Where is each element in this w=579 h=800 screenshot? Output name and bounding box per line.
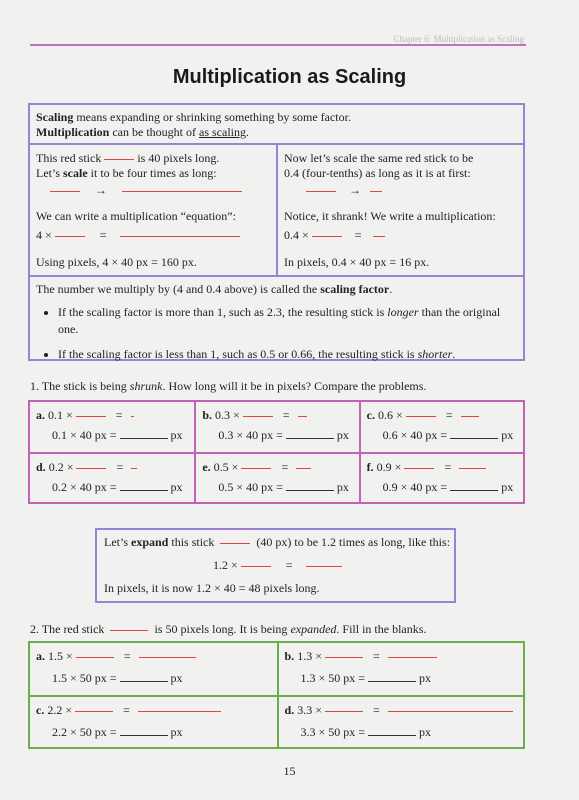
left-text-2c: it to be four times as long: bbox=[87, 166, 217, 180]
left-equation-intro: We can write a multiplication “equation”: bbox=[36, 209, 236, 223]
answer-blank[interactable] bbox=[120, 735, 168, 736]
red-stick-result bbox=[138, 711, 222, 713]
question-equation bbox=[285, 703, 514, 718]
equals-sign: = bbox=[123, 703, 130, 717]
expand-equation bbox=[213, 558, 342, 573]
question-equation bbox=[36, 703, 221, 718]
pixel-expression: 0.3 × 40 px = bbox=[218, 428, 283, 442]
q2-prompt-a: 2. The red stick bbox=[30, 622, 105, 636]
pixel-expression: 0.1 × 40 px = bbox=[52, 428, 117, 442]
q2-grid bbox=[28, 641, 525, 749]
pixel-expression: 0.2 × 40 px = bbox=[52, 480, 117, 494]
left-line-2 bbox=[36, 166, 217, 181]
q1-grid bbox=[28, 400, 525, 504]
question-pixel-line bbox=[301, 725, 432, 740]
unit-label: px bbox=[170, 725, 183, 739]
answer-blank[interactable] bbox=[286, 490, 334, 491]
pixel-expression: 1.3 × 50 px = bbox=[300, 671, 366, 685]
question-cell bbox=[277, 695, 524, 747]
answer-blank[interactable] bbox=[120, 490, 168, 491]
question-factor: 0.3 × bbox=[215, 408, 240, 422]
right-line-2: 0.4 (four-tenths) as long as it is at first: bbox=[284, 166, 471, 180]
red-stick-original-right bbox=[306, 191, 336, 193]
scaling-factor-box bbox=[28, 275, 525, 361]
question-factor: 0.2 × bbox=[48, 460, 74, 474]
expand-text-a: Let’s bbox=[104, 535, 131, 549]
red-stick-eq-result-right bbox=[373, 236, 385, 238]
examples-box bbox=[28, 143, 525, 277]
q1-prompt-c: . How long will it be in pixels? Compare the problems. bbox=[162, 379, 427, 393]
unit-label: px bbox=[336, 480, 349, 494]
question-pixel-line bbox=[52, 428, 183, 443]
question-equation bbox=[367, 460, 487, 475]
intro-line-2 bbox=[36, 125, 249, 140]
question-cell bbox=[30, 402, 194, 452]
expand-line-1 bbox=[104, 535, 450, 550]
expand-eq-factor: 1.2 × bbox=[213, 558, 238, 572]
red-stick bbox=[241, 468, 271, 470]
term-scale: scale bbox=[63, 166, 88, 180]
answer-blank[interactable] bbox=[120, 681, 168, 682]
factor-text-c: . bbox=[389, 282, 393, 296]
red-stick-original bbox=[50, 191, 80, 193]
red-stick bbox=[76, 416, 106, 418]
right-eq-equals: = bbox=[354, 228, 362, 242]
unit-label: px bbox=[419, 725, 432, 739]
question-factor: 0.1 × bbox=[48, 408, 73, 422]
question-pixel-line bbox=[52, 480, 183, 495]
question-cell bbox=[30, 695, 277, 747]
question-pixel-line bbox=[218, 428, 349, 443]
q2-prompt-b: is 50 pixels long. It is being bbox=[154, 622, 291, 636]
right-stick-row bbox=[306, 183, 382, 198]
red-stick-result bbox=[296, 468, 311, 470]
equals-sign: = bbox=[372, 649, 380, 663]
question-cell bbox=[359, 452, 523, 502]
question-equation bbox=[367, 408, 479, 423]
red-stick-40px bbox=[220, 543, 250, 545]
question-pixel-line bbox=[383, 480, 514, 495]
question-equation bbox=[36, 460, 137, 475]
question-factor: 0.5 × bbox=[213, 460, 239, 474]
question-equation bbox=[202, 408, 306, 423]
bullet-shorter bbox=[58, 346, 512, 363]
red-stick bbox=[243, 416, 273, 418]
term-multiplication: Multiplication bbox=[36, 125, 110, 139]
question-label: a. bbox=[36, 408, 45, 422]
arrow-icon: → bbox=[349, 183, 361, 197]
question-cell bbox=[359, 402, 523, 452]
bullet-longer bbox=[58, 304, 512, 338]
equals-sign: = bbox=[115, 408, 123, 422]
unit-label: px bbox=[170, 671, 183, 685]
right-equation bbox=[284, 228, 385, 243]
term-expand: expand bbox=[131, 535, 169, 549]
question-equation bbox=[202, 460, 311, 475]
red-stick bbox=[325, 657, 363, 659]
question-label: c. bbox=[366, 408, 375, 422]
q1-prompt bbox=[30, 379, 426, 394]
term-scaling-factor: scaling factor bbox=[320, 282, 390, 296]
question-label: d. bbox=[36, 460, 46, 474]
question-label: d. bbox=[284, 703, 295, 717]
as-scaling-underline: as scaling bbox=[199, 125, 246, 139]
unit-label: px bbox=[170, 480, 183, 494]
question-factor: 1.3 × bbox=[297, 649, 322, 663]
red-stick-result bbox=[139, 657, 196, 659]
red-stick-result bbox=[131, 468, 137, 470]
red-stick-50px bbox=[110, 630, 148, 632]
question-pixel-line bbox=[52, 671, 183, 686]
left-text-1a: This red stick bbox=[36, 151, 102, 165]
page-number: 15 bbox=[283, 764, 296, 778]
expand-text-d: (40 px) to be 1.2 times as long, like this: bbox=[256, 535, 451, 549]
unit-label: px bbox=[170, 428, 183, 442]
question-label: f. bbox=[366, 460, 374, 474]
red-stick-result bbox=[461, 416, 479, 418]
equals-sign: = bbox=[281, 460, 289, 474]
unit-label: px bbox=[501, 428, 514, 442]
panel-divider bbox=[276, 145, 278, 275]
question-pixel-line bbox=[218, 480, 349, 495]
question-factor: 0.9 × bbox=[376, 460, 402, 474]
question-pixel-line bbox=[383, 428, 514, 443]
answer-blank[interactable] bbox=[450, 438, 498, 439]
word-shorter: shorter bbox=[417, 347, 453, 361]
intro-text-2: can be thought of bbox=[109, 125, 199, 139]
question-factor: 0.6 × bbox=[377, 408, 403, 422]
red-stick bbox=[406, 416, 436, 418]
red-stick bbox=[404, 468, 434, 470]
bullet1-text-c: than the original one. bbox=[58, 305, 501, 336]
right-line-1: Now let’s scale the same red stick to be bbox=[284, 151, 474, 165]
right-notice: Notice, it shrank! We write a multiplication: bbox=[284, 209, 496, 223]
red-stick bbox=[325, 711, 363, 713]
factor-text-a: The number we multiply by (4 and 0.4 above) is called the bbox=[36, 282, 321, 296]
red-stick-40px bbox=[104, 159, 134, 161]
equals-sign: = bbox=[372, 703, 380, 717]
expand-line-3: In pixels, it is now 1.2 × 40 = 48 pixels long. bbox=[104, 581, 320, 595]
unit-label: px bbox=[419, 671, 432, 685]
answer-blank[interactable] bbox=[368, 735, 416, 736]
answer-blank[interactable] bbox=[368, 681, 416, 682]
equals-sign: = bbox=[116, 460, 124, 474]
question-cell bbox=[194, 452, 358, 502]
arrow-icon: → bbox=[95, 183, 107, 197]
question-pixel-line bbox=[301, 671, 432, 686]
intro-line-1 bbox=[36, 110, 351, 125]
expand-box bbox=[95, 528, 456, 603]
intro-box bbox=[28, 103, 525, 145]
word-shrunk: shrunk bbox=[129, 379, 163, 393]
factor-line bbox=[36, 282, 392, 297]
question-cell bbox=[30, 643, 277, 695]
red-stick-eq-result bbox=[120, 236, 240, 238]
equals-sign: = bbox=[123, 649, 131, 663]
red-stick-result bbox=[459, 468, 486, 470]
question-pixel-line bbox=[52, 725, 183, 740]
red-stick-result bbox=[298, 416, 307, 418]
word-expanded: expanded bbox=[290, 622, 337, 636]
pixel-expression: 2.2 × 50 px = bbox=[52, 725, 117, 739]
left-eq-equals: = bbox=[99, 228, 107, 242]
term-scaling: Scaling bbox=[36, 110, 74, 124]
left-text-2a: Let’s bbox=[36, 166, 63, 180]
answer-blank[interactable] bbox=[120, 438, 168, 439]
question-factor: 3.3 × bbox=[297, 703, 322, 717]
question-cell bbox=[30, 452, 194, 502]
red-stick-scaled-0-4x bbox=[370, 191, 382, 193]
equals-sign: = bbox=[282, 408, 290, 422]
unit-label: px bbox=[336, 428, 349, 442]
red-stick-eq-right bbox=[312, 236, 342, 238]
question-label: e. bbox=[202, 460, 211, 474]
question-equation bbox=[36, 649, 196, 664]
answer-blank[interactable] bbox=[286, 438, 334, 439]
question-equation bbox=[285, 649, 438, 664]
q1-prompt-a: 1. The stick is being bbox=[30, 379, 130, 393]
red-stick bbox=[76, 468, 106, 470]
question-label: c. bbox=[36, 703, 45, 717]
red-stick bbox=[75, 711, 113, 713]
question-equation bbox=[36, 408, 134, 423]
red-stick-scaled-4x bbox=[122, 191, 242, 193]
red-stick-eq bbox=[241, 566, 271, 568]
red-stick-eq bbox=[55, 236, 85, 238]
red-stick-result bbox=[388, 711, 513, 713]
red-stick-eq-result bbox=[306, 566, 342, 568]
pixel-expression: 3.3 × 50 px = bbox=[300, 725, 366, 739]
answer-blank[interactable] bbox=[450, 490, 498, 491]
bullet1-text-a: If the scaling factor is more than 1, such as 2.3, the resulting stick is bbox=[58, 305, 388, 319]
q2-prompt-d: . Fill in the blanks. bbox=[336, 622, 427, 636]
right-pixels: In pixels, 0.4 × 40 px = 16 px. bbox=[284, 255, 430, 269]
equals-sign: = bbox=[445, 408, 453, 422]
left-pixels: Using pixels, 4 × 40 px = 160 px. bbox=[36, 255, 197, 269]
chapter-header: Chapter 6: Multiplication as Scaling bbox=[393, 34, 524, 44]
left-stick-row bbox=[50, 183, 242, 198]
q2-prompt bbox=[30, 622, 426, 637]
bullet2-text-a: If the scaling factor is less than 1, such as 0.5 or 0.66, the resulting stick is bbox=[58, 347, 418, 361]
page-title: Multiplication as Scaling bbox=[172, 66, 407, 88]
bullet2-text-c: . bbox=[452, 347, 456, 361]
red-stick bbox=[76, 657, 114, 659]
question-factor: 2.2 × bbox=[47, 703, 73, 717]
pixel-expression: 0.9 × 40 px = bbox=[382, 480, 448, 494]
left-eq-factor: 4 × bbox=[36, 228, 52, 242]
header-rule bbox=[30, 44, 526, 46]
question-label: a. bbox=[36, 649, 45, 663]
left-equation bbox=[36, 228, 240, 243]
red-stick-result bbox=[388, 657, 437, 659]
left-line-1 bbox=[36, 151, 219, 166]
intro-period: . bbox=[246, 125, 249, 139]
right-eq-factor: 0.4 × bbox=[284, 228, 309, 242]
question-label: b. bbox=[284, 649, 295, 663]
question-cell bbox=[194, 402, 358, 452]
unit-label: px bbox=[501, 480, 514, 494]
pixel-expression: 0.5 × 40 px = bbox=[218, 480, 283, 494]
intro-text-1: means expanding or shrinking something by some factor. bbox=[73, 110, 351, 124]
red-stick-result bbox=[131, 416, 134, 418]
expand-text-c: this stick bbox=[168, 535, 215, 549]
word-longer: longer bbox=[387, 305, 419, 319]
question-factor: 1.5 × bbox=[48, 649, 73, 663]
pixel-expression: 1.5 × 50 px = bbox=[52, 671, 117, 685]
left-text-1b: is 40 pixels long. bbox=[137, 151, 220, 165]
equals-sign: = bbox=[444, 460, 452, 474]
question-cell bbox=[277, 643, 524, 695]
question-label: b. bbox=[202, 408, 213, 422]
expand-eq-equals: = bbox=[285, 558, 293, 572]
factor-bullets bbox=[42, 304, 512, 371]
pixel-expression: 0.6 × 40 px = bbox=[382, 428, 448, 442]
